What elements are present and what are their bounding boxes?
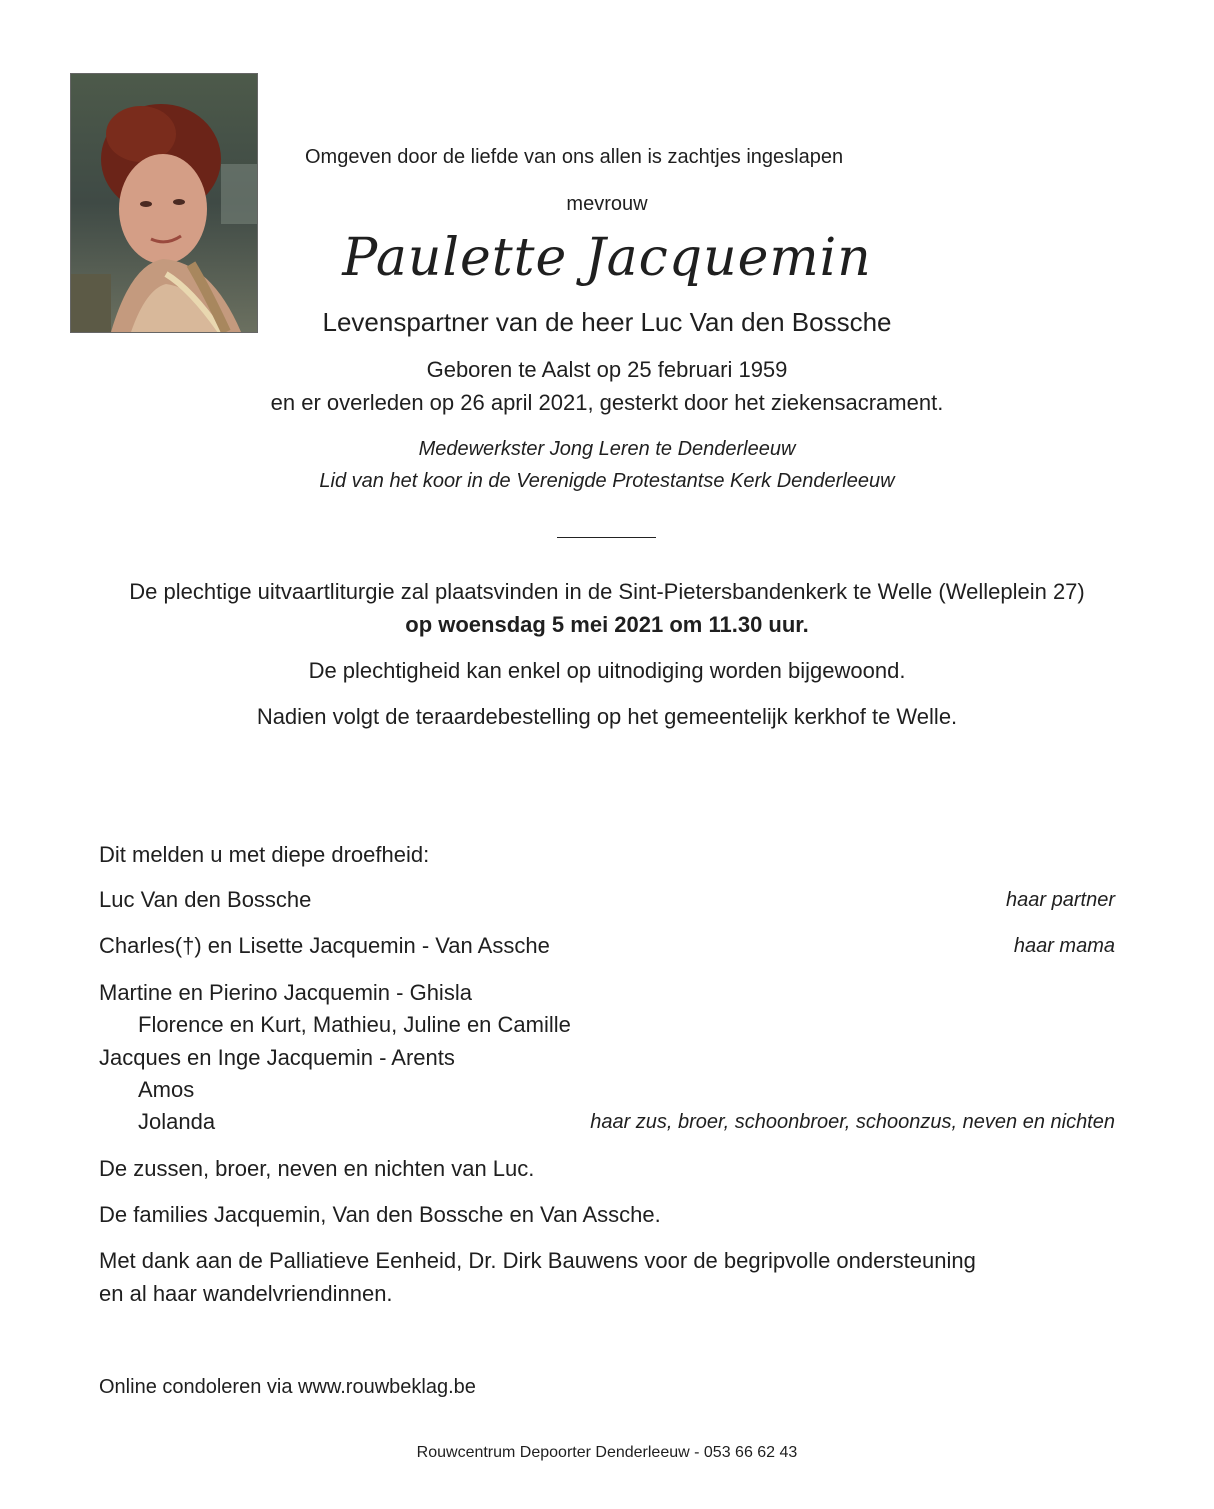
mourner-name: Charles(†) en Lisette Jacquemin - Van Assche (99, 933, 550, 958)
partner-line: Levenspartner van de heer Luc Van den Bossche (322, 307, 892, 337)
family-relation: haar zus, broer, schoonbroer, schoonzus, neven en nichten (590, 1111, 1115, 1133)
role-line-2: Lid van het koor in de Verenigde Protestantse Kerk Denderleeuw (319, 470, 895, 492)
family-name: Martine en Pierino Jacquemin - Ghisla (99, 980, 472, 1005)
luc-family-line: De zussen, broer, neven en nichten van Luc. (99, 1156, 535, 1181)
family-children: Amos (138, 1077, 195, 1102)
ceremony-invitation-note: De plechtigheid kan enkel op uitnodiging worden bijgewoond. (308, 658, 906, 683)
divider (557, 537, 656, 538)
families-line: De families Jacquemin, Van den Bossche en Van Assche. (99, 1202, 661, 1227)
thanks-line-2: en al haar wandelvriendinnen. (99, 1281, 393, 1306)
family-children: Florence en Kurt, Mathieu, Juline en Camille (138, 1012, 571, 1037)
ceremony-date: op woensdag 5 mei 2021 om 11.30 uur. (405, 612, 809, 637)
mourners-intro: Dit melden u met diepe droefheid: (99, 842, 430, 867)
online-condolence-link[interactable]: Online condoleren via www.rouwbeklag.be (99, 1376, 476, 1398)
died-line: en er overleden op 26 april 2021, gesterkt door het ziekensacrament. (270, 390, 944, 415)
intro-text: Omgeven door de liefde van ons allen is zachtjes ingeslapen (305, 146, 844, 168)
mourner-relation: haar partner (1006, 889, 1115, 911)
ceremony-location: De plechtige uitvaartliturgie zal plaatsvinden in de Sint-Pietersbandenkerk te Welle (Welleplein 27) (129, 579, 1085, 604)
ceremony-burial-note: Nadien volgt de teraardebestelling op het gemeentelijk kerkhof te Welle. (256, 704, 958, 729)
mourner-relation: haar mama (1013, 935, 1115, 957)
family-children: Jolanda (138, 1109, 216, 1134)
mourner-name: Luc Van den Bossche (99, 887, 312, 912)
role-line-1: Medewerkster Jong Leren te Denderleeuw (418, 438, 796, 460)
thanks-line-1: Met dank aan de Palliatieve Eenheid, Dr. Dirk Bauwens voor de begripvolle ondersteuning (99, 1248, 976, 1273)
deceased-name: Paulette Jacquemin (342, 228, 872, 288)
born-line: Geboren te Aalst op 25 februari 1959 (426, 357, 788, 382)
family-name: Jacques en Inge Jacquemin - Arents (99, 1045, 455, 1070)
undertaker-footer: Rouwcentrum Depoorter Denderleeuw - 053 66 62 43 (416, 1444, 798, 1461)
title-prefix: mevrouw (566, 193, 648, 215)
